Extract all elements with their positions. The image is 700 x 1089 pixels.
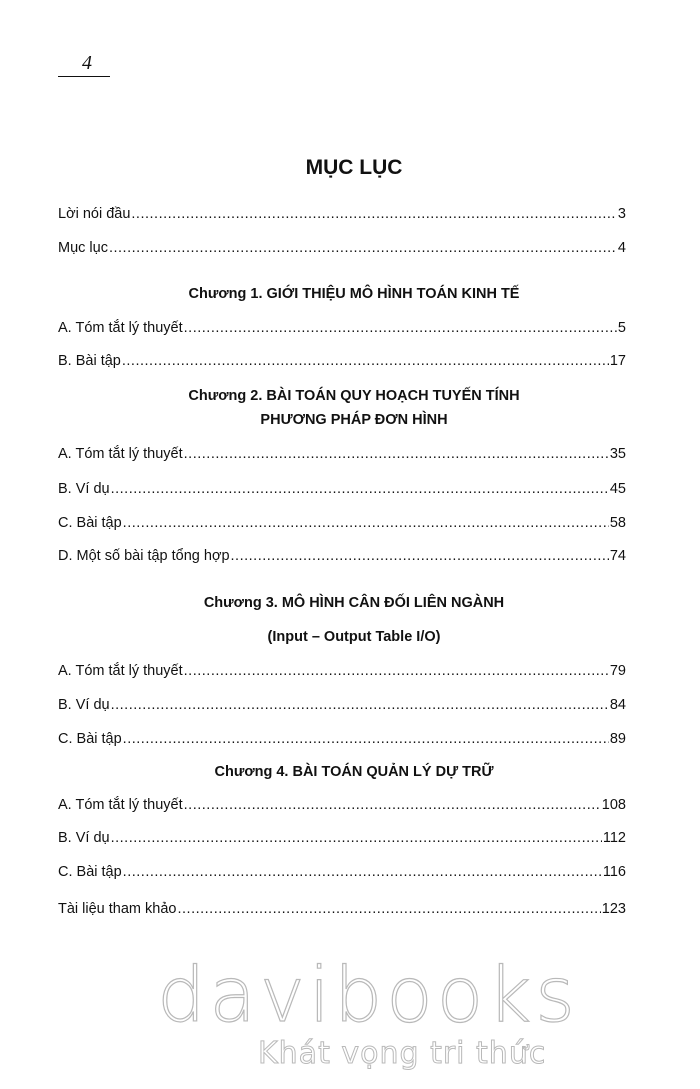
toc-entry[interactable] xyxy=(58,319,626,337)
toc-entry-label: Lời nói đầu xyxy=(58,206,131,222)
toc-entry-page: 112 xyxy=(602,830,626,846)
toc-entry-label: A. Tóm tắt lý thuyết xyxy=(58,663,183,679)
toc-entry-label: A. Tóm tắt lý thuyết xyxy=(58,446,183,462)
toc-entry[interactable] xyxy=(58,480,626,498)
toc-entry-label: B. Ví dụ xyxy=(58,830,110,846)
toc-entry-page: 4 xyxy=(617,240,626,256)
toc-leader-dots xyxy=(231,547,609,565)
toc-entry-page: 58 xyxy=(609,515,626,531)
toc-entry-page: 5 xyxy=(617,320,626,336)
chapter-heading-subtitle: (Input – Output Table I/O) xyxy=(267,629,441,645)
toc-entry-label: C. Bài tập xyxy=(58,731,122,747)
watermark-brand: davibooks xyxy=(157,950,579,1039)
toc-leader-dots xyxy=(111,829,602,847)
watermark xyxy=(0,950,700,1089)
toc-entry-label: A. Tóm tắt lý thuyết xyxy=(58,320,183,336)
toc-entry[interactable] xyxy=(58,900,626,918)
toc-entry[interactable] xyxy=(58,445,626,463)
toc-entry[interactable] xyxy=(58,730,626,748)
page-number: 4 xyxy=(82,52,92,74)
toc-entry[interactable] xyxy=(58,352,626,370)
page-number-rule xyxy=(58,76,110,77)
toc-entry-label: B. Ví dụ xyxy=(58,697,110,713)
toc-entry-page: 35 xyxy=(609,446,626,462)
toc-leader-dots xyxy=(111,480,609,498)
toc-entry-label: B. Ví dụ xyxy=(58,481,110,497)
toc-leader-dots xyxy=(184,319,617,337)
toc-entry-page: 17 xyxy=(609,353,626,369)
toc-entry[interactable] xyxy=(58,239,626,257)
chapter-heading: Chương 4. BÀI TOÁN QUẢN LÝ DỰ TRỮ xyxy=(214,764,494,780)
toc-entry-label: Tài liệu tham khảo xyxy=(58,901,177,917)
chapter-heading-subtitle: PHƯƠNG PHÁP ĐƠN HÌNH xyxy=(260,412,448,428)
toc-entry-page: 79 xyxy=(609,663,626,679)
toc-leader-dots xyxy=(177,900,600,918)
toc-entry[interactable] xyxy=(58,796,626,814)
toc-entry-label: C. Bài tập xyxy=(58,515,122,531)
toc-entry-label: B. Bài tập xyxy=(58,353,121,369)
toc-entry-page: 116 xyxy=(602,864,626,880)
toc-leader-dots xyxy=(109,239,617,257)
toc-entry[interactable] xyxy=(58,662,626,680)
toc-entry-page: 123 xyxy=(601,901,626,917)
toc-entry-label: D. Một số bài tập tổng hợp xyxy=(58,548,230,564)
toc-leader-dots xyxy=(123,863,602,881)
toc-entry-page: 3 xyxy=(617,206,626,222)
toc-entry-page: 74 xyxy=(609,548,626,564)
chapter-heading: Chương 1. GIỚI THIỆU MÔ HÌNH TOÁN KINH TẾ xyxy=(188,286,520,302)
toc-entry[interactable] xyxy=(58,514,626,532)
toc-leader-dots xyxy=(184,796,601,814)
toc-entry[interactable] xyxy=(58,829,626,847)
toc-leader-dots xyxy=(122,352,609,370)
toc-entry-label: Mục lục xyxy=(58,240,108,256)
toc-leader-dots xyxy=(111,696,609,714)
toc-leader-dots xyxy=(123,730,609,748)
watermark-slogan: Khát vọng tri thức xyxy=(258,1036,547,1071)
toc-leader-dots xyxy=(184,445,609,463)
toc-leader-dots xyxy=(131,205,617,223)
toc-entry[interactable] xyxy=(58,696,626,714)
toc-leader-dots xyxy=(123,514,609,532)
toc-entry-label: C. Bài tập xyxy=(58,864,122,880)
toc-entry-page: 45 xyxy=(609,481,626,497)
toc-entry-page: 89 xyxy=(609,731,626,747)
page-title: MỤC LỤC xyxy=(305,156,403,179)
chapter-heading: Chương 2. BÀI TOÁN QUY HOẠCH TUYẾN TÍNH xyxy=(188,388,520,404)
toc-leader-dots xyxy=(184,662,609,680)
chapter-heading: Chương 3. MÔ HÌNH CÂN ĐỐI LIÊN NGÀNH xyxy=(203,595,505,611)
toc-entry[interactable] xyxy=(58,205,626,223)
toc-entry[interactable] xyxy=(58,547,626,565)
toc-entry-page: 84 xyxy=(609,697,626,713)
toc-entry-label: A. Tóm tắt lý thuyết xyxy=(58,797,183,813)
toc-entry-page: 108 xyxy=(601,797,626,813)
toc-entry[interactable] xyxy=(58,863,626,881)
